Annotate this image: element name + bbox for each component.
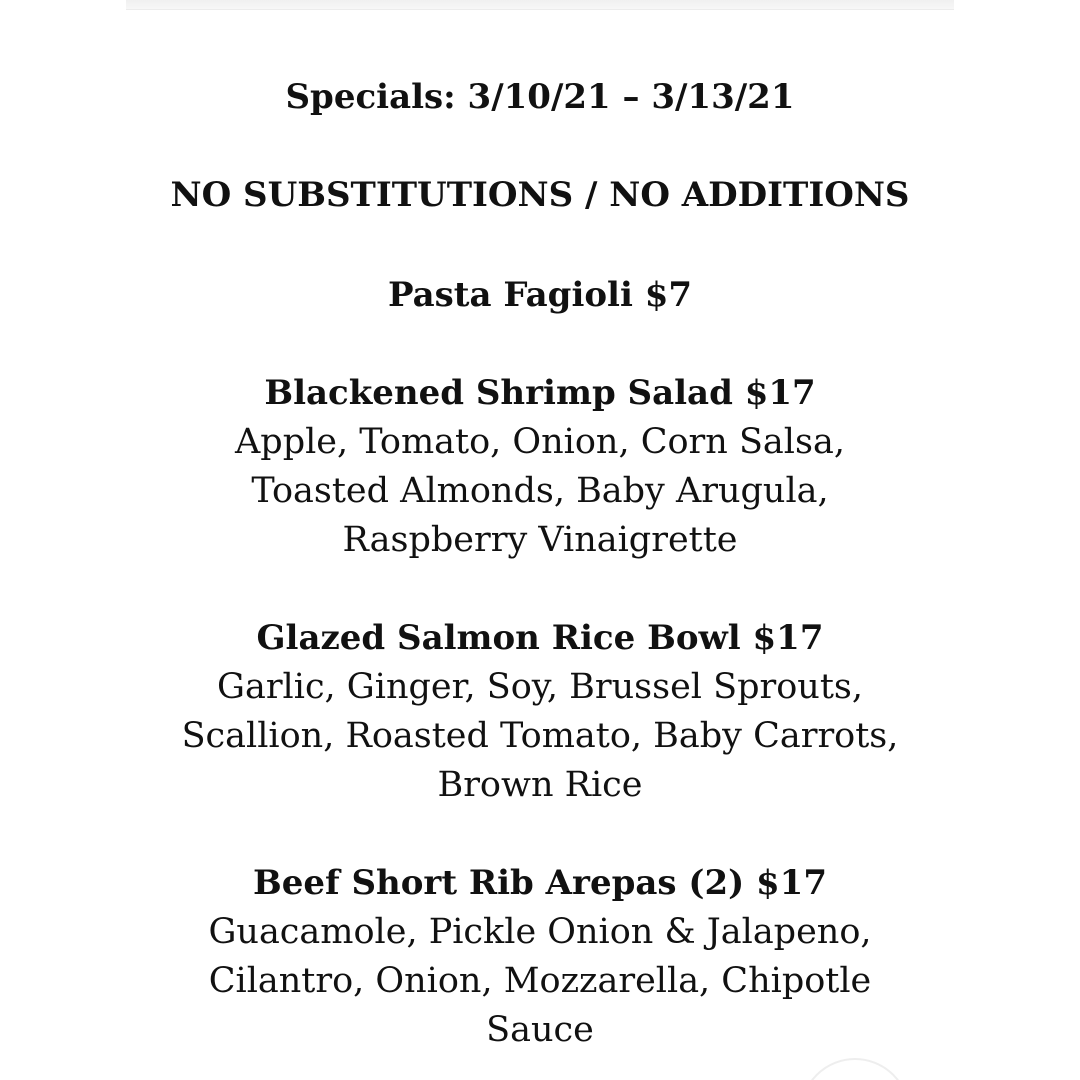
menu-item-description-line: Brown Rice	[437, 765, 643, 805]
menu-item-name: Beef Short Rib Arepas (2) $17	[253, 863, 827, 903]
menu-item-description-line: Raspberry Vinaigrette	[342, 520, 738, 560]
top-divider	[126, 0, 954, 10]
menu-item-description-line: Scallion, Roasted Tomato, Baby Carrots,	[181, 716, 899, 756]
menu-item-description-line: Garlic, Ginger, Soy, Brussel Sprouts,	[217, 667, 863, 707]
menu-item-name: Pasta Fagioli $7	[387, 275, 693, 315]
no-substitutions-notice: NO SUBSTITUTIONS / NO ADDITIONS	[170, 175, 910, 215]
menu-item-description-line: Cilantro, Onion, Mozzarella, Chipotle	[208, 961, 872, 1001]
menu-item-description-line: Sauce	[486, 1010, 594, 1050]
menu-item-description-line: Guacamole, Pickle Onion & Jalapeno,	[208, 912, 872, 952]
menu-item-name: Blackened Shrimp Salad $17	[264, 373, 816, 413]
menu-item-name: Glazed Salmon Rice Bowl $17	[256, 618, 824, 658]
menu-item-description-line: Toasted Almonds, Baby Arugula,	[251, 471, 829, 511]
menu-item-description-line: Apple, Tomato, Onion, Corn Salsa,	[235, 422, 845, 462]
decorative-arc	[800, 1058, 910, 1080]
specials-title: Specials: 3/10/21 – 3/13/21	[285, 77, 795, 117]
